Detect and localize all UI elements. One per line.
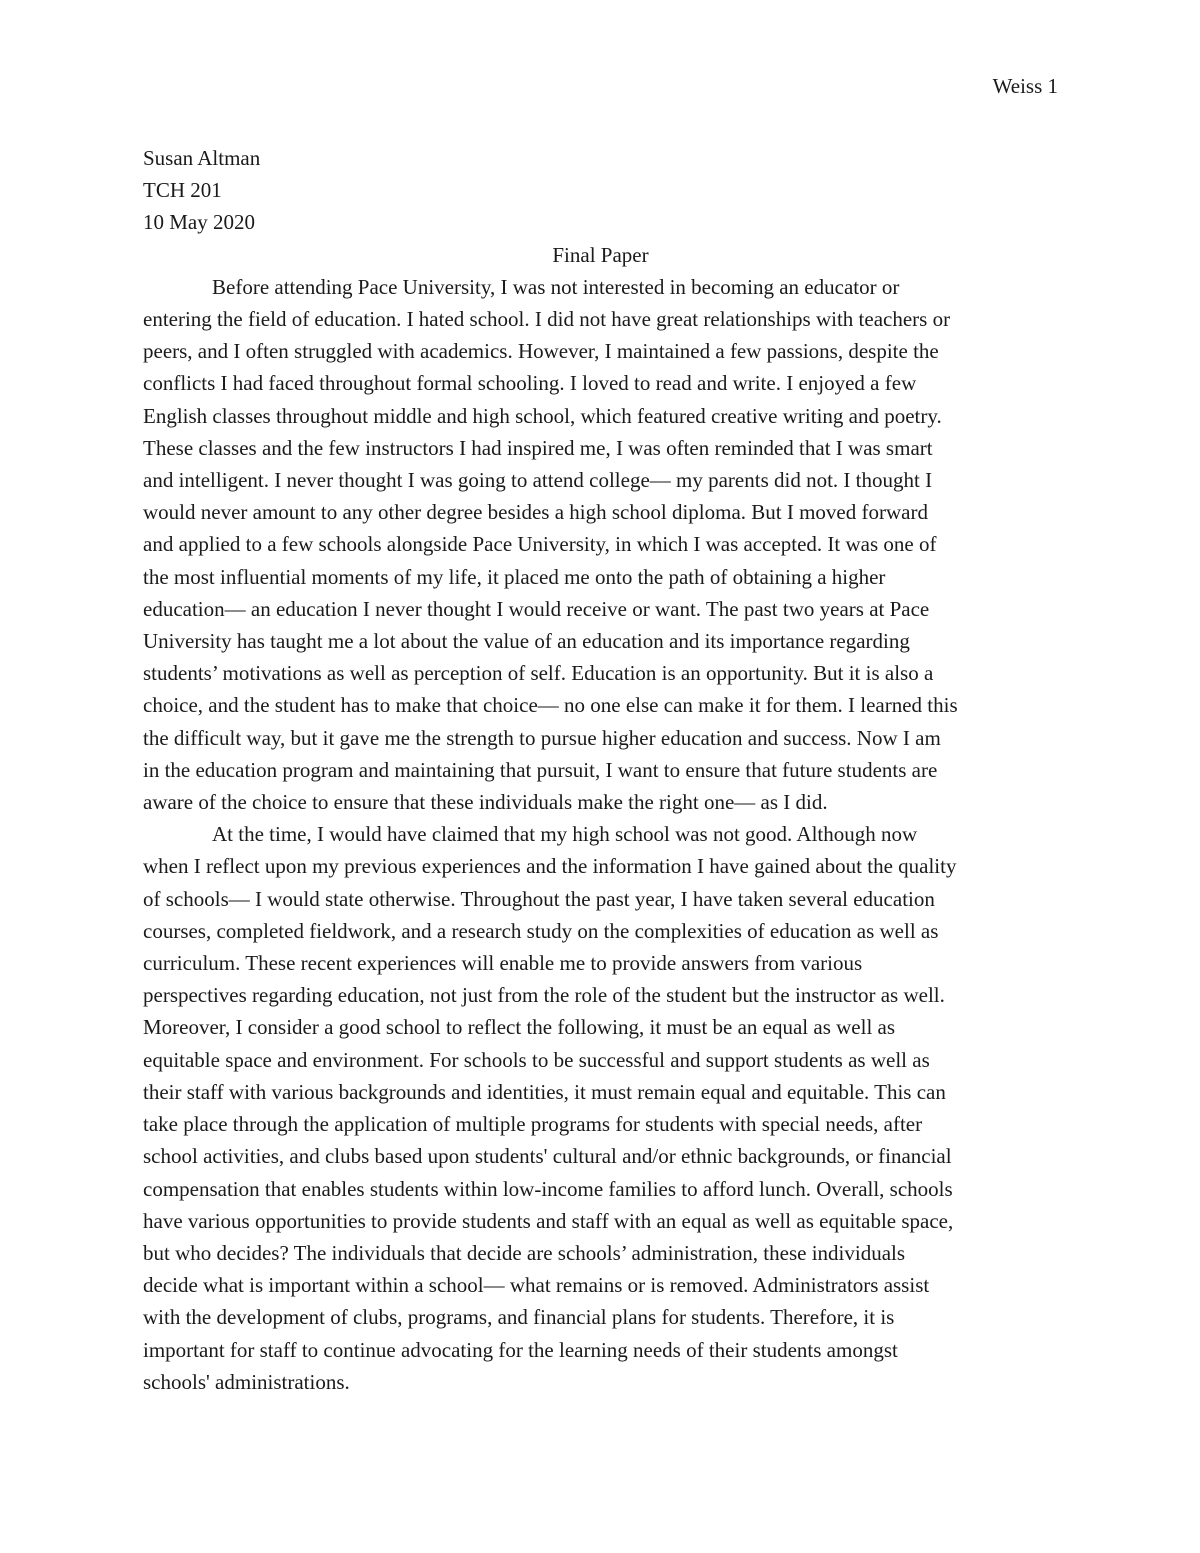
text-line: the most influential moments of my life, it placed me onto the path of obtaining a higher — [143, 564, 886, 589]
text-line: peers, and I often struggled with academics. However, I maintained a few passions, despite the — [143, 339, 939, 364]
document-body — [143, 142, 1058, 1398]
text-line: and intelligent. I never thought I was going to attend college— my parents did not. I thought I — [143, 468, 933, 493]
text-line: Moreover, I consider a good school to reflect the following, it must be an equal as well as — [143, 1015, 896, 1040]
text-line: have various opportunities to provide students and staff with an equal as well as equitable space, — [143, 1208, 954, 1233]
text-line: English classes throughout middle and high school, which featured creative writing and poetry. — [143, 403, 942, 428]
text-line: their staff with various backgrounds and identities, it must remain equal and equitable. This can — [143, 1079, 946, 1104]
paragraph-2 — [143, 818, 1058, 1398]
text-line: when I reflect upon my previous experiences and the information I have gained about the quality — [143, 854, 957, 879]
text-line: students’ motivations as well as perception of self. Education is an opportunity. But it is also a — [143, 661, 934, 686]
course-code: TCH 201 — [143, 178, 222, 203]
text-line: in the education program and maintaining that pursuit, I want to ensure that future students are — [143, 757, 938, 782]
paper-title: Final Paper — [552, 242, 649, 267]
text-line: but who decides? The individuals that decide are schools’ administration, these individuals — [143, 1240, 906, 1265]
text-line: curriculum. These recent experiences will enable me to provide answers from various — [143, 951, 863, 976]
paragraph-1 — [143, 271, 1058, 818]
text-line: decide what is important within a school— what remains or is removed. Administrators assist — [143, 1273, 930, 1298]
text-line: equitable space and environment. For schools to be successful and support students as well as — [143, 1047, 930, 1072]
text-line: with the development of clubs, programs, and financial plans for students. Therefore, it is — [143, 1305, 895, 1330]
text-line: These classes and the few instructors I had inspired me, I was often reminded that I was smart — [143, 435, 933, 460]
text-line: Before attending Pace University, I was not interested in becoming an educator or — [212, 274, 900, 299]
text-line: aware of the choice to ensure that these individuals make the right one— as I did. — [143, 790, 828, 815]
text-line: entering the field of education. I hated school. I did not have great relationships with teachers or — [143, 307, 951, 332]
text-line: important for staff to continue advocating for the learning needs of their students amongst — [143, 1337, 898, 1362]
text-line: education— an education I never thought I would receive or want. The past two years at Pace — [143, 596, 930, 621]
text-line: and applied to a few schools alongside Pace University, in which I was accepted. It was one of — [143, 532, 937, 557]
paper-date: 10 May 2020 — [143, 210, 255, 235]
text-line: schools' administrations. — [143, 1369, 350, 1394]
text-line: take place through the application of multiple programs for students with special needs, after — [143, 1112, 923, 1137]
text-line: At the time, I would have claimed that my high school was not good. Although now — [212, 822, 918, 847]
text-line: conflicts I had faced throughout formal schooling. I loved to read and write. I enjoyed a few — [143, 371, 917, 396]
text-line: courses, completed fieldwork, and a research study on the complexities of education as well as — [143, 918, 939, 943]
text-line: compensation that enables students within low-income families to afford lunch. Overall, schools — [143, 1176, 953, 1201]
text-line: perspectives regarding education, not just from the role of the student but the instructor as well. — [143, 983, 945, 1008]
text-line: of schools— I would state otherwise. Throughout the past year, I have taken several education — [143, 886, 935, 911]
text-line: would never amount to any other degree besides a high school diploma. But I moved forward — [143, 500, 928, 525]
text-line: choice, and the student has to make that choice— no one else can make it for them. I learned this — [143, 693, 958, 718]
running-header: Weiss 1 — [992, 74, 1058, 98]
text-line: school activities, and clubs based upon students' cultural and/or ethnic backgrounds, or financial — [143, 1144, 952, 1169]
author-name: Susan Altman — [143, 146, 261, 170]
text-line: University has taught me a lot about the value of an education and its importance regarding — [143, 629, 910, 654]
text-line: the difficult way, but it gave me the strength to pursue higher education and success. Now I am — [143, 725, 941, 750]
